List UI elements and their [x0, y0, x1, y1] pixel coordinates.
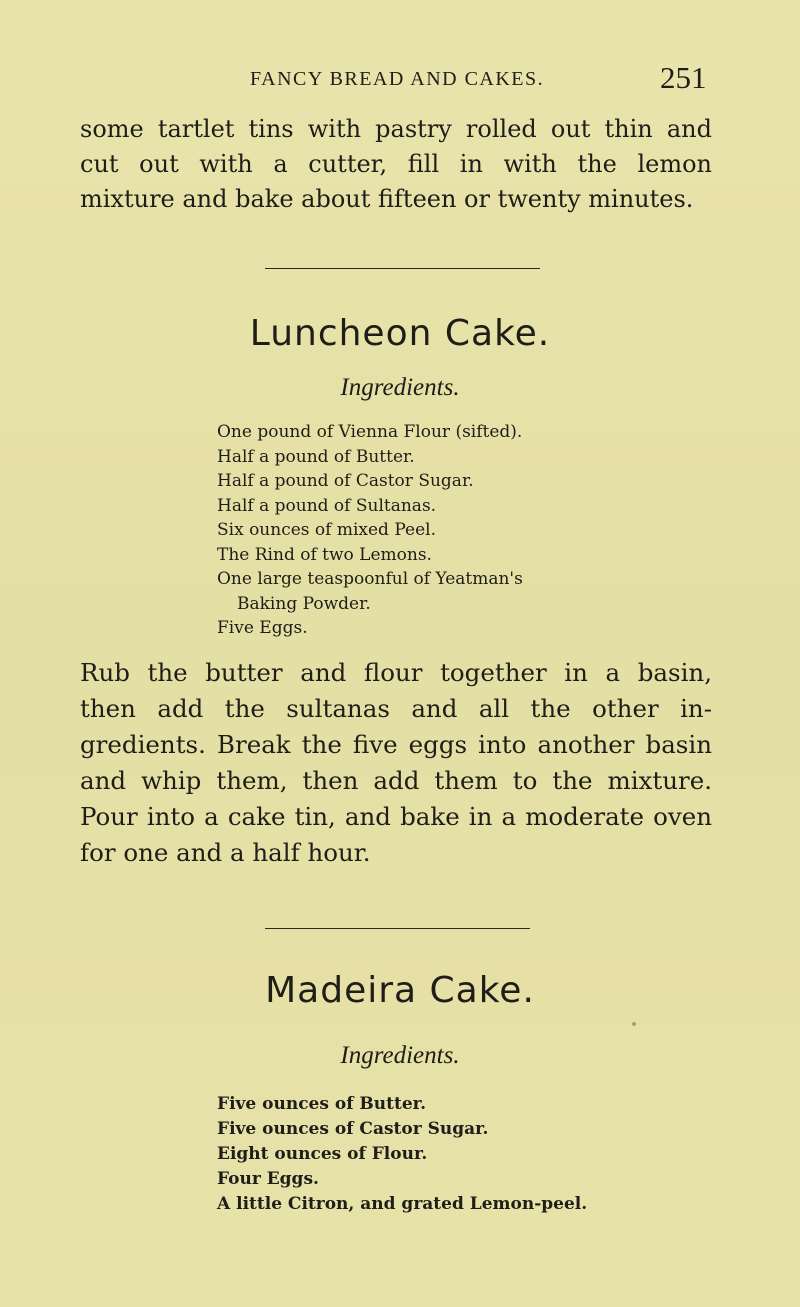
ingredient-list	[217, 1092, 587, 1217]
page-number: 251	[660, 60, 707, 95]
ingredient-item: Six ounces of mixed Peel.	[217, 520, 436, 540]
ingredient-list	[217, 420, 523, 641]
intro-line: cut out with a cutter, fill in with the lemon	[80, 150, 712, 178]
method-line: Pour into a cake tin, and bake in a moderate oven	[80, 802, 712, 831]
ingredient-continuation: Baking Powder.	[237, 593, 371, 614]
ingredient-item: One pound of Vienna Flour (sifted).	[217, 422, 523, 442]
paper-speck	[632, 1022, 636, 1026]
ingredient-item: Five Eggs.	[217, 618, 308, 638]
intro-paragraph	[80, 112, 712, 217]
ingredient-item: Eight ounces of Flour.	[217, 1144, 428, 1164]
ingredient-item-continued	[217, 592, 523, 617]
running-title: FANCY BREAD AND CAKES.	[250, 68, 545, 90]
ingredient-item: One large teaspoonful of Yeatman's	[217, 569, 523, 589]
ingredient-item: Half a pound of Castor Sugar.	[217, 471, 474, 491]
section-divider	[265, 268, 540, 269]
ingredients-heading: Ingredients.	[340, 1042, 460, 1069]
intro-line: some tartlet tins with pastry rolled out thin and	[80, 115, 712, 143]
ingredients-heading: Ingredients.	[340, 374, 460, 401]
method-line: then add the sultanas and all the other in-	[80, 694, 712, 723]
recipe-title: Luncheon Cake.	[249, 313, 551, 354]
ingredient-item: A little Citron, and grated Lemon-peel.	[217, 1194, 588, 1214]
ingredient-item: Five ounces of Butter.	[217, 1094, 426, 1114]
ingredient-item: Five ounces of Castor Sugar.	[217, 1119, 489, 1139]
ingredient-item: Four Eggs.	[217, 1169, 319, 1189]
section-divider	[265, 928, 530, 929]
ingredient-item: Half a pound of Sultanas.	[217, 495, 437, 516]
method-line: for one and a half hour.	[80, 838, 371, 867]
recipe-title: Madeira Cake.	[265, 970, 535, 1011]
method-line: Rub the butter and flour together in a basin,	[80, 658, 712, 687]
intro-line: mixture and bake about fifteen or twenty minutes.	[80, 185, 694, 213]
page-header	[0, 60, 800, 100]
method-line: gredients. Break the five eggs into another basin	[80, 730, 712, 759]
method-paragraph	[80, 655, 712, 871]
method-line: and whip them, then add them to the mixture.	[80, 766, 712, 795]
ingredient-item: Half a pound of Butter.	[217, 446, 415, 467]
ingredient-item: The Rind of two Lemons.	[217, 544, 432, 565]
